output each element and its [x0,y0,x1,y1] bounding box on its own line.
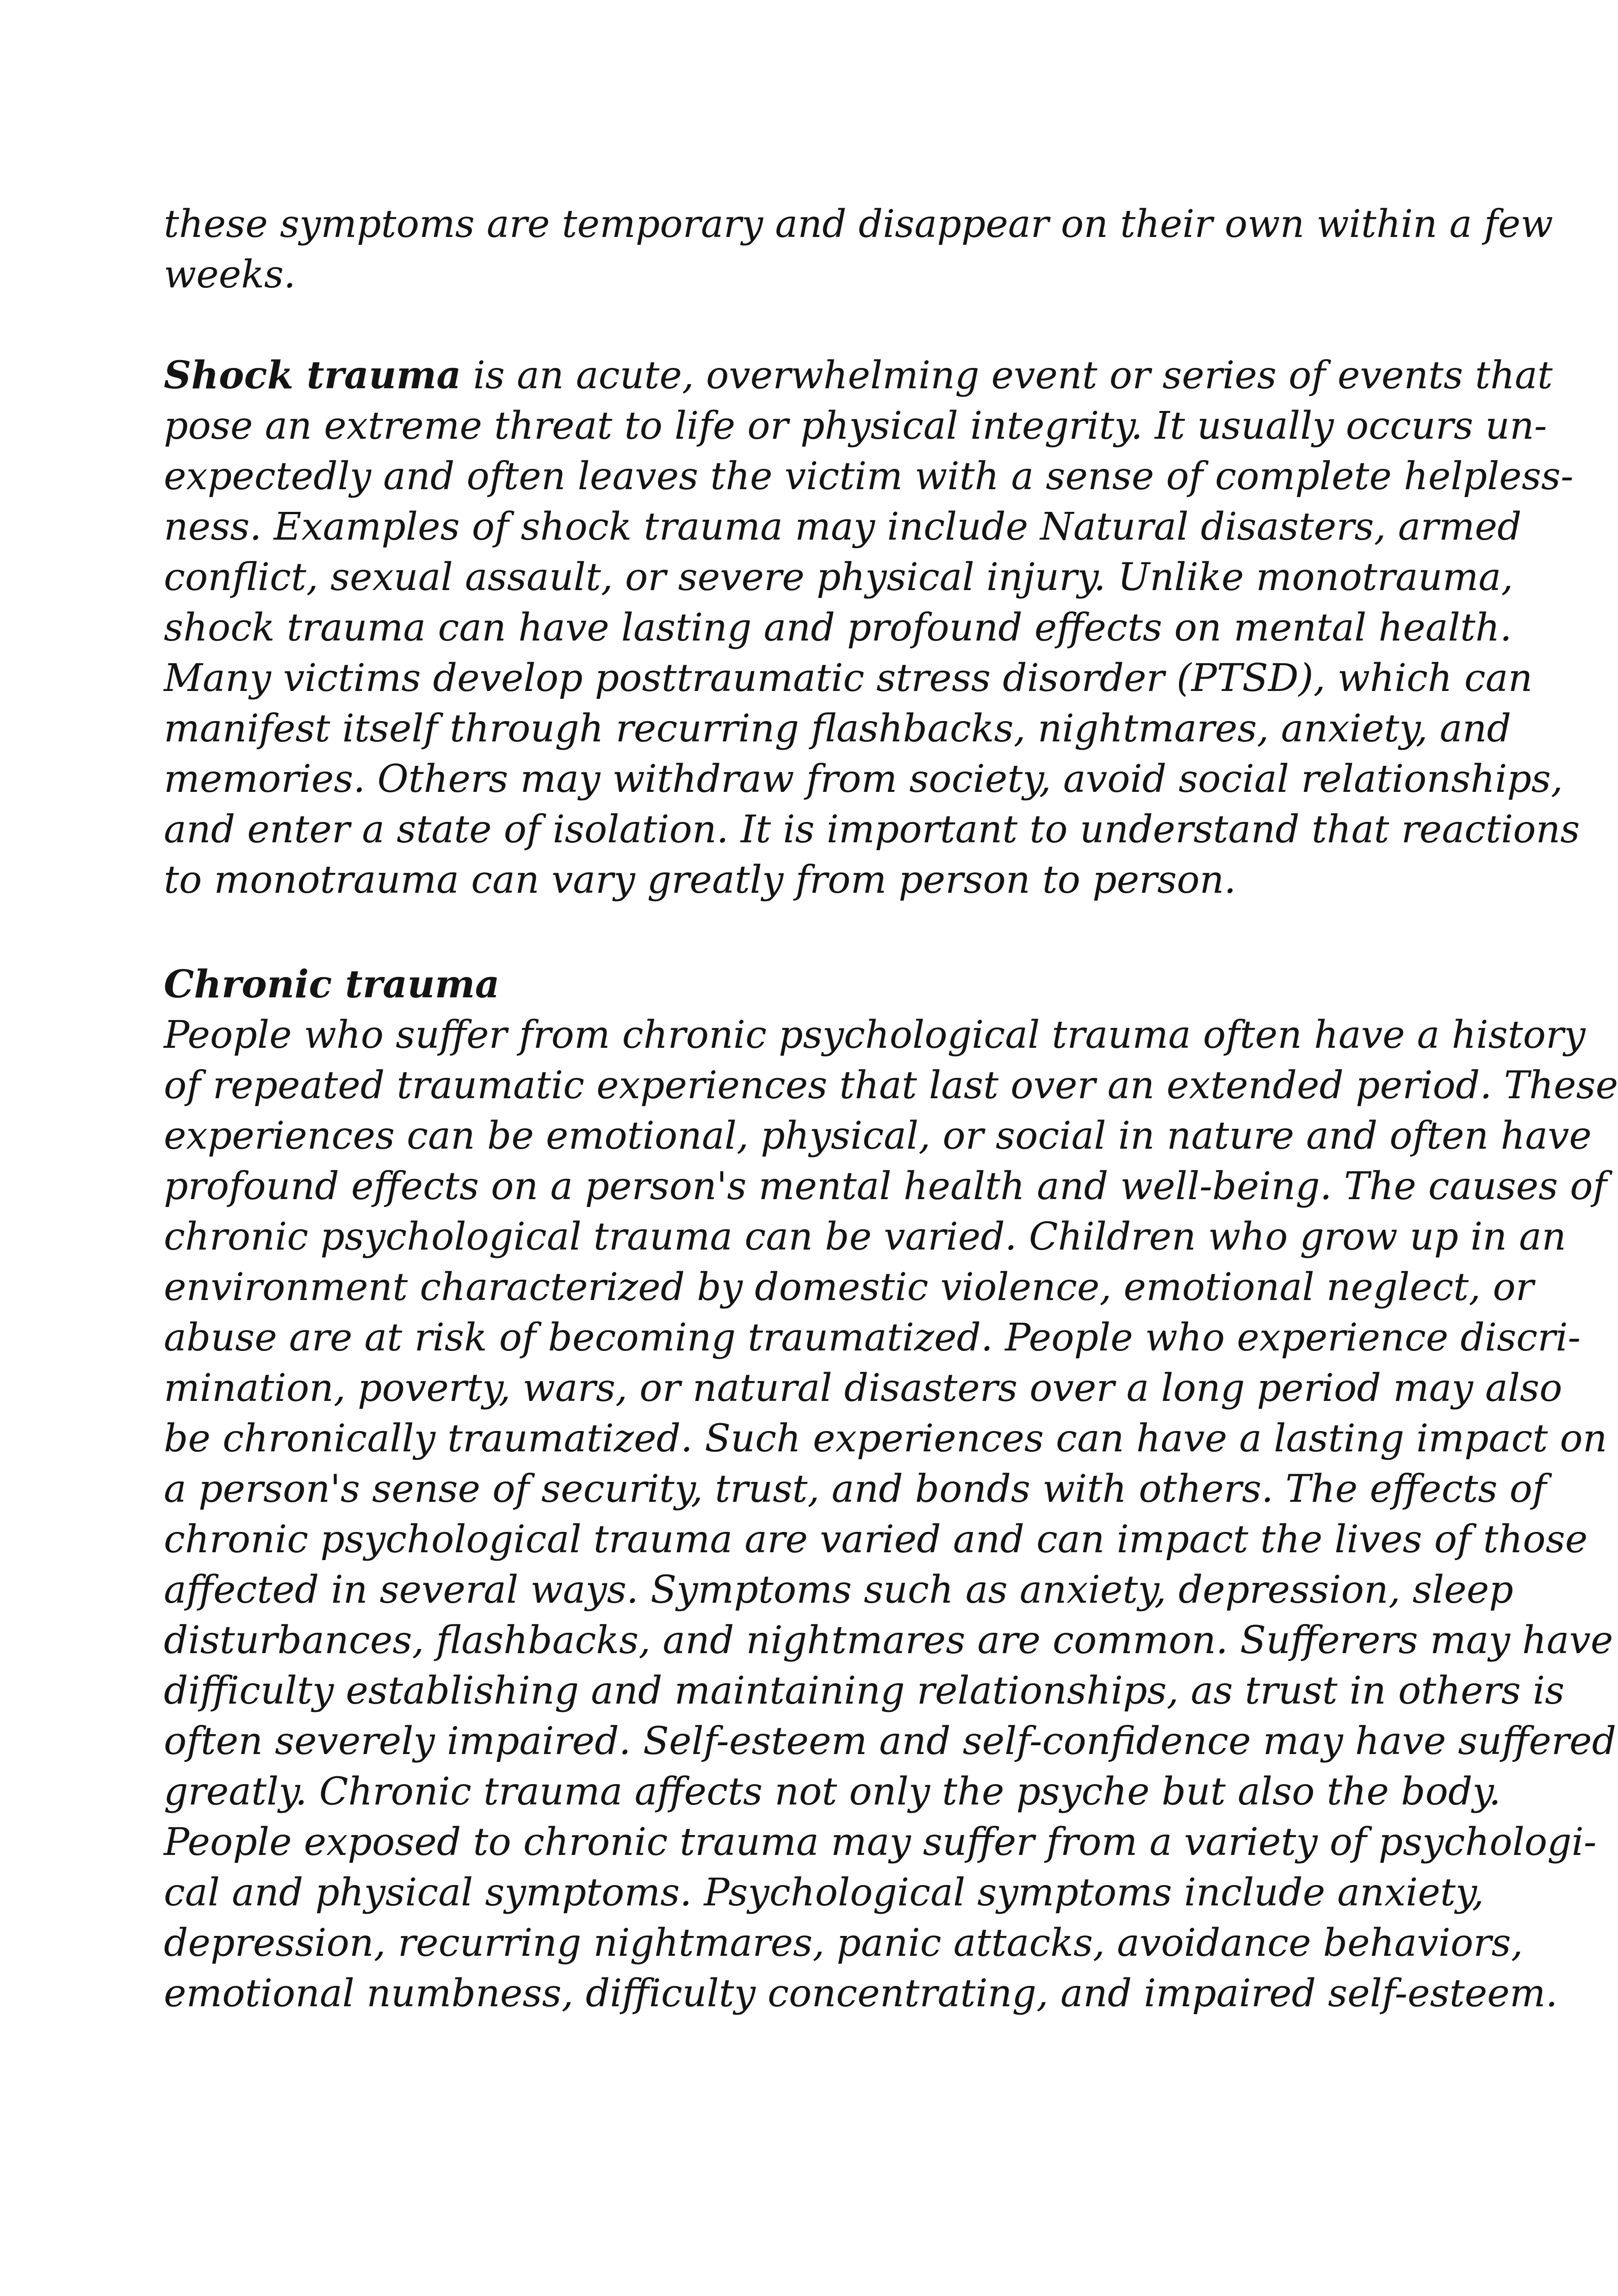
chronic-trauma-section [164,959,1618,2019]
intro-line: weeks. [164,253,296,297]
chronic-trauma-line: cal and physical symptoms. Psychological symptoms include anxiety, [164,1871,1484,1915]
shock-trauma-line: conflict, sexual assault, or severe physical injury. Unlike monotrauma, [164,555,1513,599]
chronic-trauma-line: environment characterized by domestic violence, emotional neglect, or [164,1265,1534,1309]
shock-trauma-line: shock trauma can have lasting and profound effects on mental health. [164,606,1512,650]
shock-trauma-paragraph [164,350,1580,905]
chronic-trauma-line: People exposed to chronic trauma may suffer from a variety of psychologi- [164,1820,1597,1864]
intro-paragraph [164,199,1553,300]
chronic-trauma-line: depression, recurring nightmares, panic attacks, avoidance behaviors, [164,1921,1523,1965]
shock-trauma-line: and enter a state of isolation. It is important to understand that reactions [164,808,1580,852]
shock-trauma-first-line [164,350,1553,401]
chronic-trauma-line: affected in several ways. Symptoms such as anxiety, depression, sleep [164,1568,1513,1612]
chronic-trauma-line: experiences can be emotional, physical, or social in nature and often have [164,1114,1592,1158]
chronic-trauma-line: often severely impaired. Self-esteem and self-confidence may have suffered [164,1719,1617,1763]
shock-trauma-line: manifest itself through recurring flashbacks, nightmares, anxiety, and [164,707,1512,751]
chronic-trauma-line: chronic psychological trauma are varied and can impact the lives of those [164,1518,1588,1562]
shock-trauma-line: expectedly and often leaves the victim with a sense of complete helpless- [164,454,1574,498]
chronic-trauma-line: disturbances, flashbacks, and nightmares are common. Sufferers may have [164,1618,1613,1662]
chronic-trauma-line: People who suffer from chronic psychological trauma often have a history [164,1013,1586,1057]
chronic-trauma-line: profound effects on a person's mental health and well-being. The causes of [164,1164,1607,1208]
chronic-trauma-line: abuse are at risk of becoming traumatized. People who experience discri- [164,1316,1581,1360]
chronic-trauma-line: of repeated traumatic experiences that last over an extended period. These [164,1064,1618,1108]
chronic-trauma-line: a person's sense of security, trust, and bonds with others. The effects of [164,1467,1547,1511]
chronic-trauma-line: greatly. Chronic trauma affects not only the psyche but also the body. [164,1770,1501,1814]
chronic-trauma-line: difficulty establishing and maintaining relationships, as trust in others is [164,1669,1565,1713]
chronic-trauma-line: chronic psychological trauma can be varied. Children who grow up in an [164,1215,1566,1259]
shock-trauma-line: Many victims develop posttraumatic stress disorder (PTSD), which can [164,656,1533,700]
shock-trauma-line: pose an extreme threat to life or physical integrity. It usually occurs un- [164,404,1547,448]
chronic-trauma-line: be chronically traumatized. Such experiences can have a lasting impact on [164,1417,1607,1461]
shock-trauma-term: Shock trauma [164,353,461,398]
chronic-trauma-line: emotional numbness, difficulty concentrating, and impaired self-esteem. [164,1972,1558,2016]
chronic-trauma-heading: Chronic trauma [164,962,500,1007]
chronic-trauma-line: mination, poverty, wars, or natural disasters over a long period may also [164,1366,1562,1410]
shock-trauma-line: ness. Examples of shock trauma may include Natural disasters, armed [164,505,1522,549]
intro-line: these symptoms are temporary and disappear on their own within a few [164,202,1553,246]
shock-trauma-line: is an acute, overwhelming event or series of events that [461,354,1553,398]
shock-trauma-line: memories. Others may withdraw from society, avoid social relationships, [164,757,1563,801]
shock-trauma-line: to monotrauma can vary greatly from person to person. [164,858,1236,902]
